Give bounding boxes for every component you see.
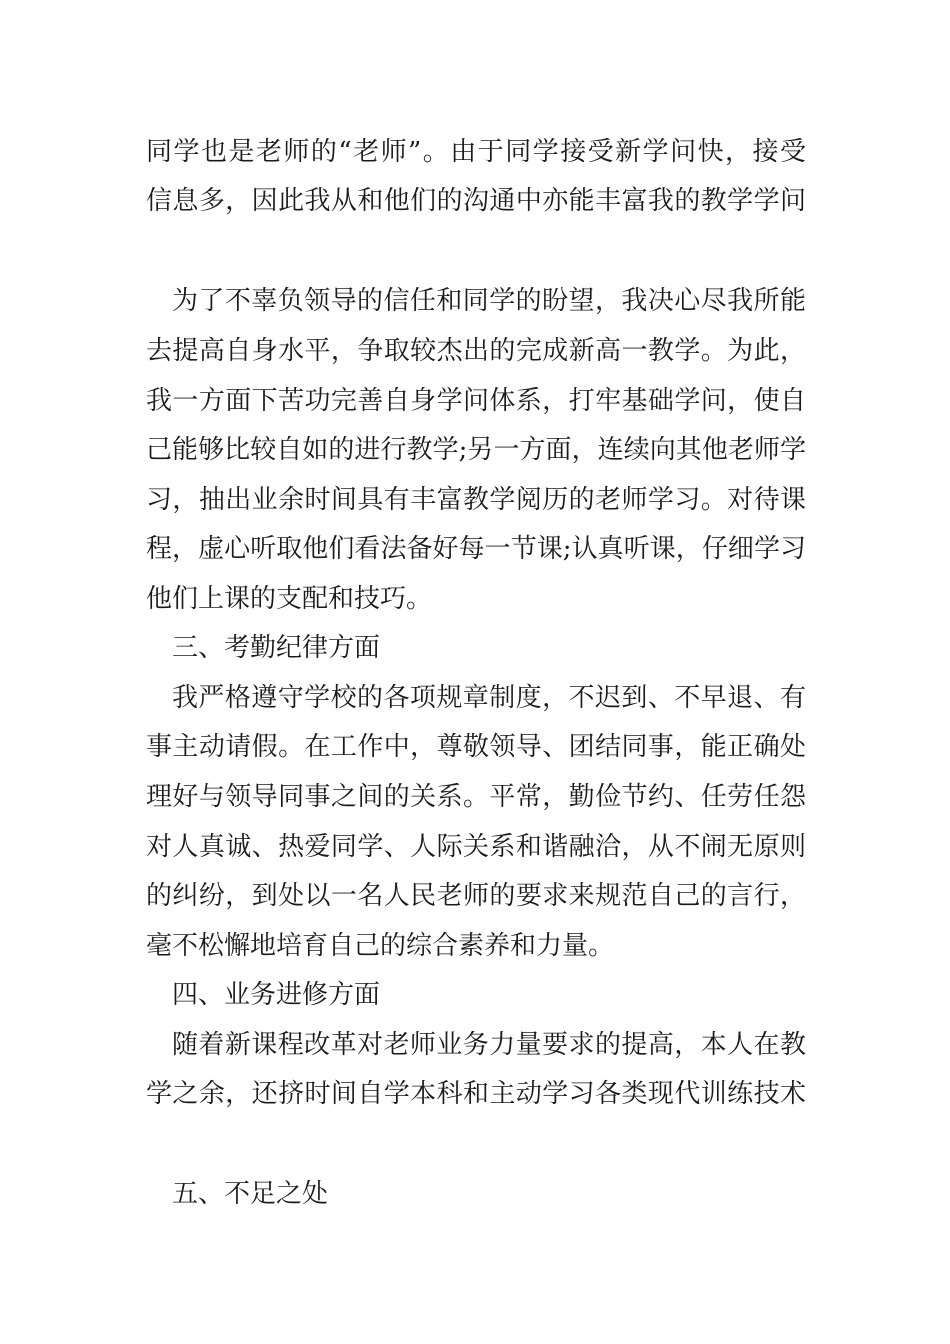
section-heading: 四、业务进修方面 <box>172 980 381 1010</box>
text-line: 去提高自身水平，争取较杰出的完成新高一教学。为此， <box>146 336 806 366</box>
text-line: 事主动请假。在工作中，尊敬领导、团结同事，能正确处 <box>146 732 806 762</box>
text-line: 他们上课的支配和技巧。 <box>146 584 433 614</box>
text-line: 毫不松懈地培育自己的综合素养和力量。 <box>146 931 615 961</box>
paragraph-first-line: 我严格遵守学校的各项规章制度，不迟到、不早退、有 <box>172 683 806 713</box>
section-heading: 五、不足之处 <box>172 1179 329 1209</box>
text-line: 我一方面下苦功完善自身学问体系，打牢基础学问，使自 <box>146 386 806 416</box>
text-line: 习，抽出业余时间具有丰富教学阅历的老师学习。对待课 <box>146 485 806 515</box>
paragraph-first-line: 为了不辜负领导的信任和同学的盼望，我决心尽我所能 <box>172 286 806 316</box>
text-line: 信息多，因此我从和他们的沟通中亦能丰富我的教学学问 <box>146 186 806 216</box>
paragraph-first-line: 随着新课程改革对老师业务力量要求的提高，本人在教 <box>172 1030 806 1060</box>
text-line: 学之余，还挤时间自学本科和主动学习各类现代训练技术 <box>146 1079 806 1109</box>
text-line: 对人真诚、热爱同学、人际关系和谐融洽，从不闹无原则 <box>146 832 806 862</box>
text-line: 同学也是老师的“老师”。由于同学接受新学问快，接受 <box>146 137 806 167</box>
text-line: 理好与领导同事之间的关系。平常，勤俭节约、任劳任怨 <box>146 782 806 812</box>
text-line: 的纠纷，到处以一名人民老师的要求来规范自己的言行， <box>146 881 806 911</box>
text-line: 己能够比较自如的进行教学;另一方面，连续向其他老师学 <box>146 435 806 465</box>
text-line: 程，虚心听取他们看法备好每一节课;认真听课，仔细学习 <box>146 534 806 564</box>
section-heading: 三、考勤纪律方面 <box>172 633 381 663</box>
